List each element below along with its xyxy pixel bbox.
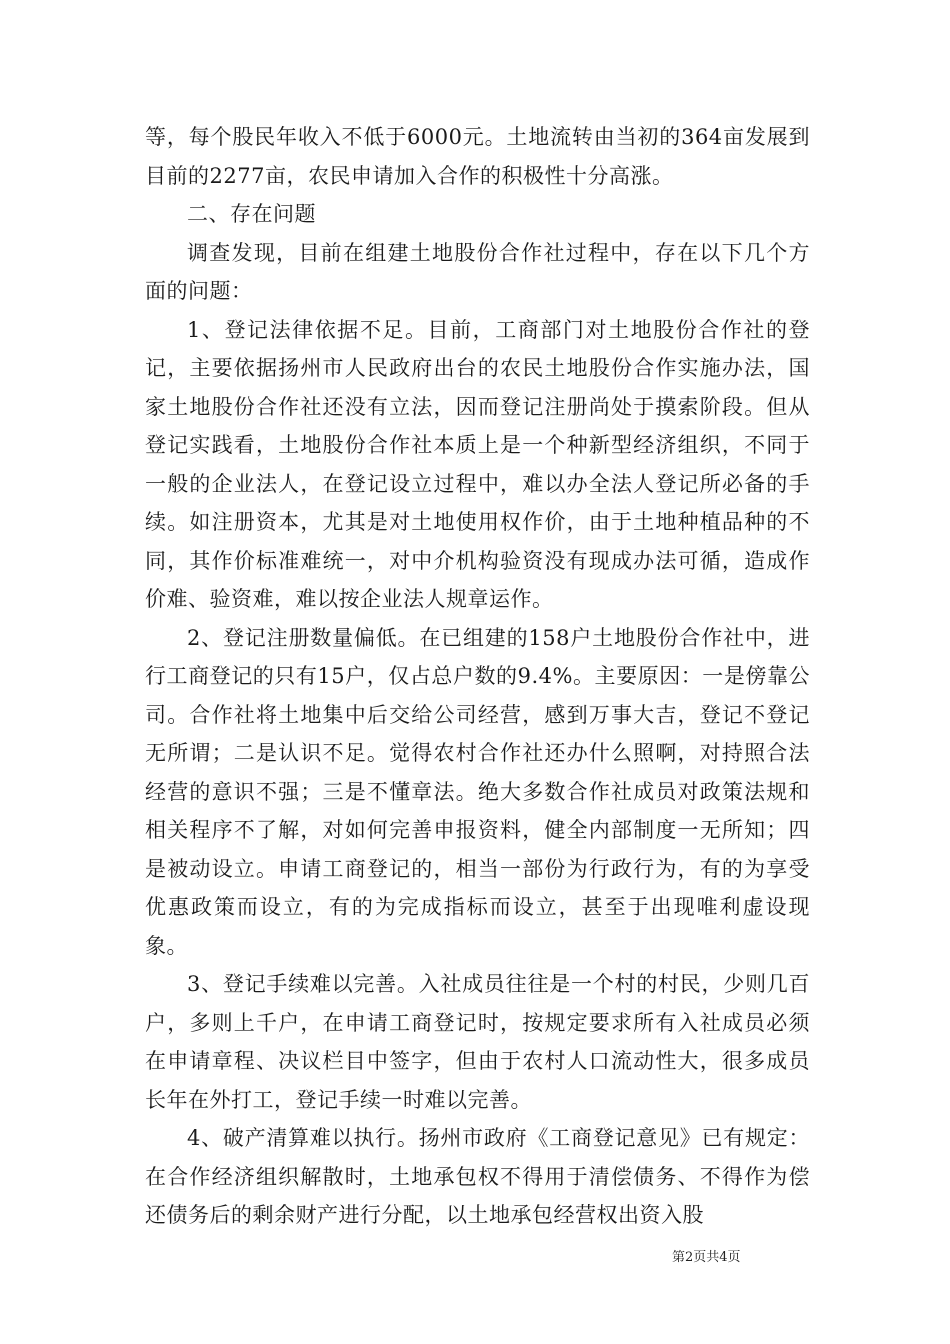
paragraph-intro: 调查发现，目前在组建土地股份合作社过程中，存在以下几个方面的问题： [145, 240, 810, 303]
paragraph-continuation: 等，每个股民年收入不低于6000元。土地流转由当初的364亩发展到目前的2277亩，农民申请加入合作的积极性十分高涨。 [145, 125, 810, 188]
paragraph-item-2: 2、登记注册数量偏低。在已组建的158户土地股份合作社中，进行工商登记的只有15户，仅占总户数的9.4%。主要原因：一是傍靠公司。合作社将土地集中后交给公司经营，感到万事大吉，登记不登记无所谓；二是认识不足。觉得农村合作社还办什么照啊，对持照合法经营的意识不强；三是不懂章法。绝大多数合作社成员对政策法规和相关程序不了解，对如何完善申报资料，健全内部制度一无所知；四是被动设立。申请工商登记的，相当一部份为行政行为，有的为享受优惠政策而设立，有的为完成指标而设立，甚至于出现唯利虚设现象。 [145, 625, 810, 958]
page-number: 第2页共4页 [672, 1250, 741, 1265]
paragraph-item-1: 1、登记法律依据不足。目前，工商部门对土地股份合作社的登记，主要依据扬州市人民政府出台的农民土地股份合作实施办法，国家土地股份合作社还没有立法，因而登记注册尚处于摸索阶段。但从登记实践看，土地股份合作社本质上是一个种新型经济组织，不同于一般的企业法人，在登记设立过程中，难以办全法人登记所必备的手续。如注册资本，尤其是对土地使用权作价，由于土地种植品种的不同，其作价标准难统一，对中介机构验资没有现成办法可循，造成作价难、验资难，难以按企业法人规章运作。 [145, 317, 810, 611]
paragraph-item-4: 4、破产清算难以执行。扬州市政府《工商登记意见》已有规定：在合作经济组织解散时，土地承包权不得用于清偿债务、不得作为偿还债务后的剩余财产进行分配，以土地承包经营权出资入股 [145, 1126, 810, 1227]
section-heading: 二、存在问题 [187, 202, 316, 226]
document-body [145, 118, 810, 1235]
paragraph-item-3: 3、登记手续难以完善。入社成员往往是一个村的村民，少则几百户，多则上千户，在申请工商登记时，按规定要求所有入社成员必须在申请章程、决议栏目中签字，但由于农村人口流动性大，很多成员长年在外打工，登记手续一时难以完善。 [145, 972, 810, 1112]
